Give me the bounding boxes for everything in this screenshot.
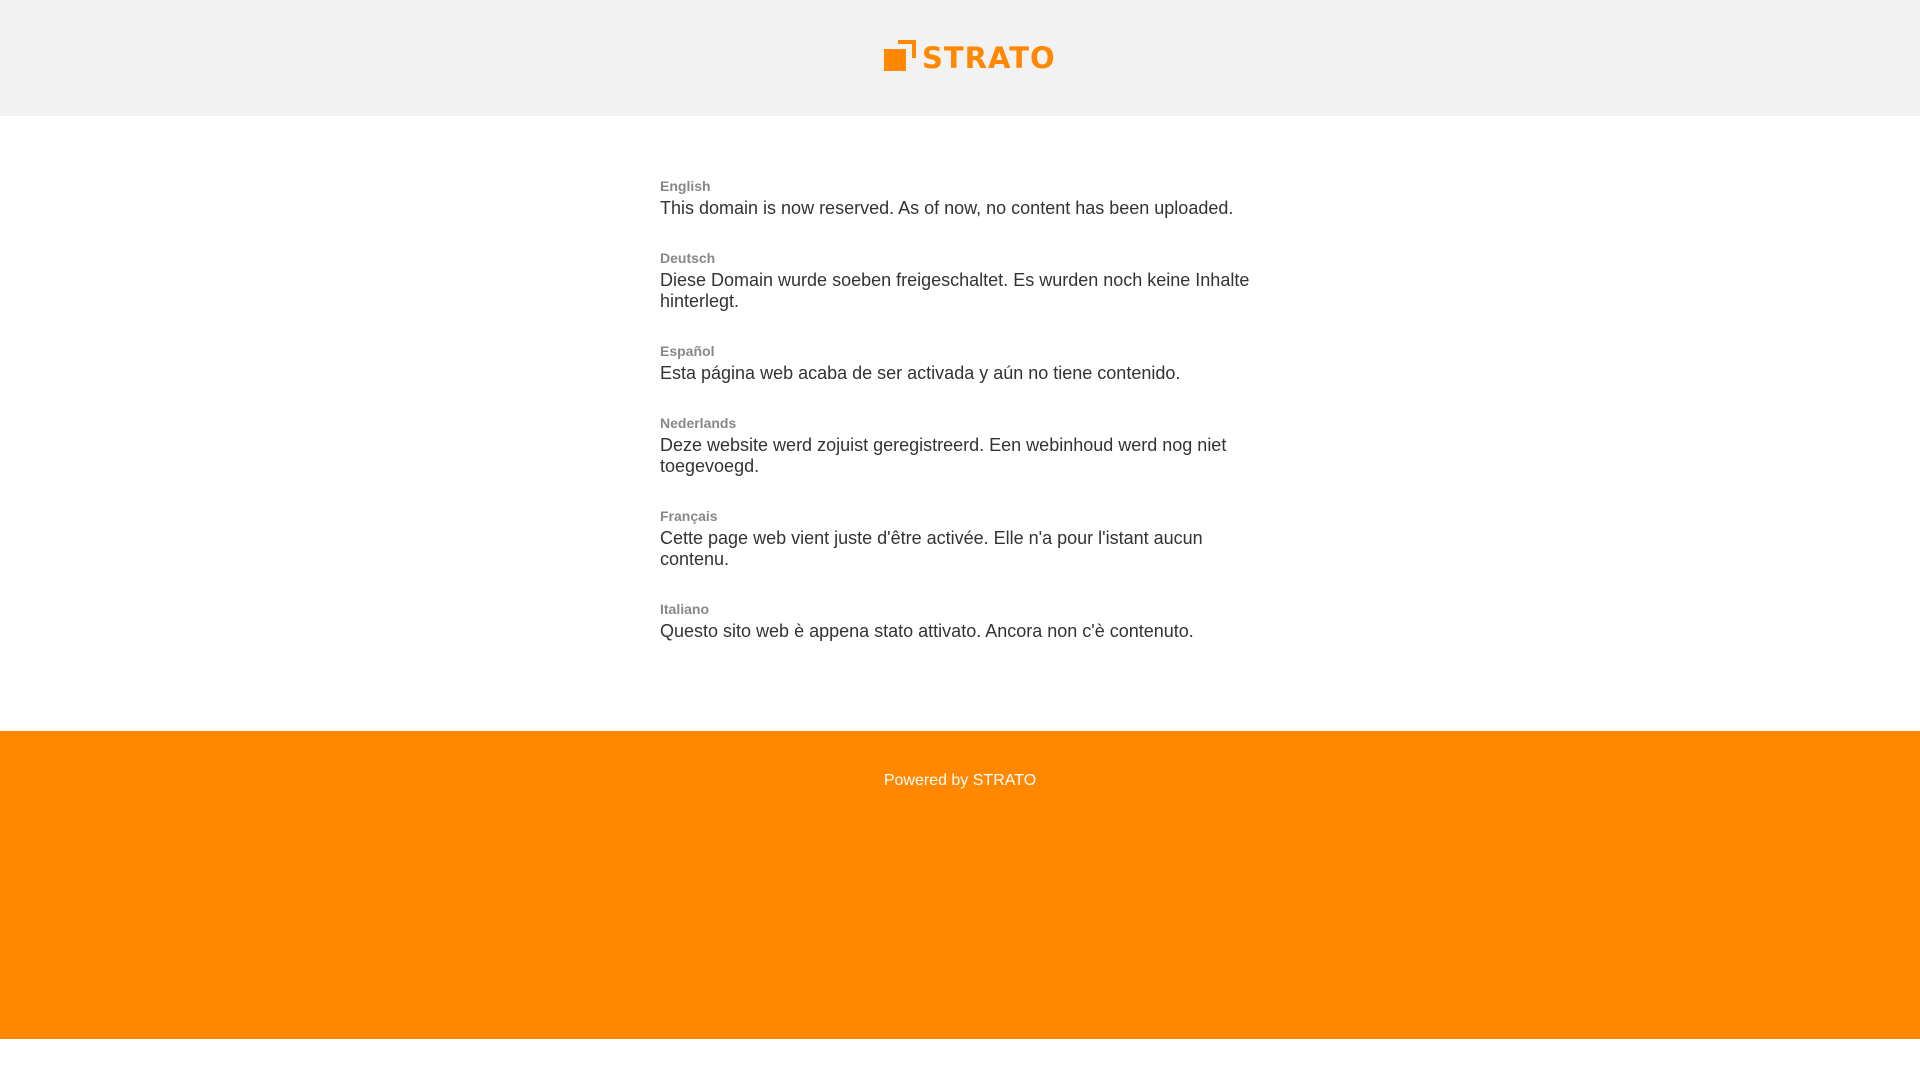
language-label: English (660, 178, 711, 194)
language-message: Esta página web acaba de ser activada y aún no tiene contenido. (660, 363, 1181, 383)
powered-by-link[interactable]: Powered by STRATO (883, 772, 1037, 789)
language-block-italiano (660, 601, 1260, 642)
language-label: Italiano (660, 601, 710, 617)
language-label: Nederlands (660, 415, 737, 431)
logo-text: STRATO (922, 41, 1056, 75)
language-block-francais (660, 508, 1260, 570)
language-block-english (660, 178, 1260, 219)
language-block-deutsch (660, 250, 1260, 312)
footer (0, 731, 1920, 1039)
strato-logo[interactable] (884, 39, 1056, 73)
language-label: Español (660, 343, 715, 359)
language-message: Cette page web vient juste d'être activée. Elle n'a pour l'istant aucun contenu. (660, 528, 1203, 569)
language-message: Diese Domain wurde soeben freigeschaltet. Es wurden noch keine Inhalte hinterlegt. (660, 270, 1250, 311)
language-label: Deutsch (660, 250, 716, 266)
header (0, 0, 1920, 116)
language-label: Français (660, 508, 718, 524)
language-list (660, 178, 1260, 673)
language-message: Questo sito web è appena stato attivato. Ancora non c'è contenuto. (660, 621, 1194, 641)
language-message: This domain is now reserved. As of now, no content has been uploaded. (660, 198, 1234, 218)
language-block-nederlands (660, 415, 1260, 477)
strato-square-icon (884, 40, 916, 72)
language-block-espanol (660, 343, 1260, 384)
language-message: Deze website werd zojuist geregistreerd. Een webinhoud werd nog niet toegevoegd. (660, 435, 1227, 476)
